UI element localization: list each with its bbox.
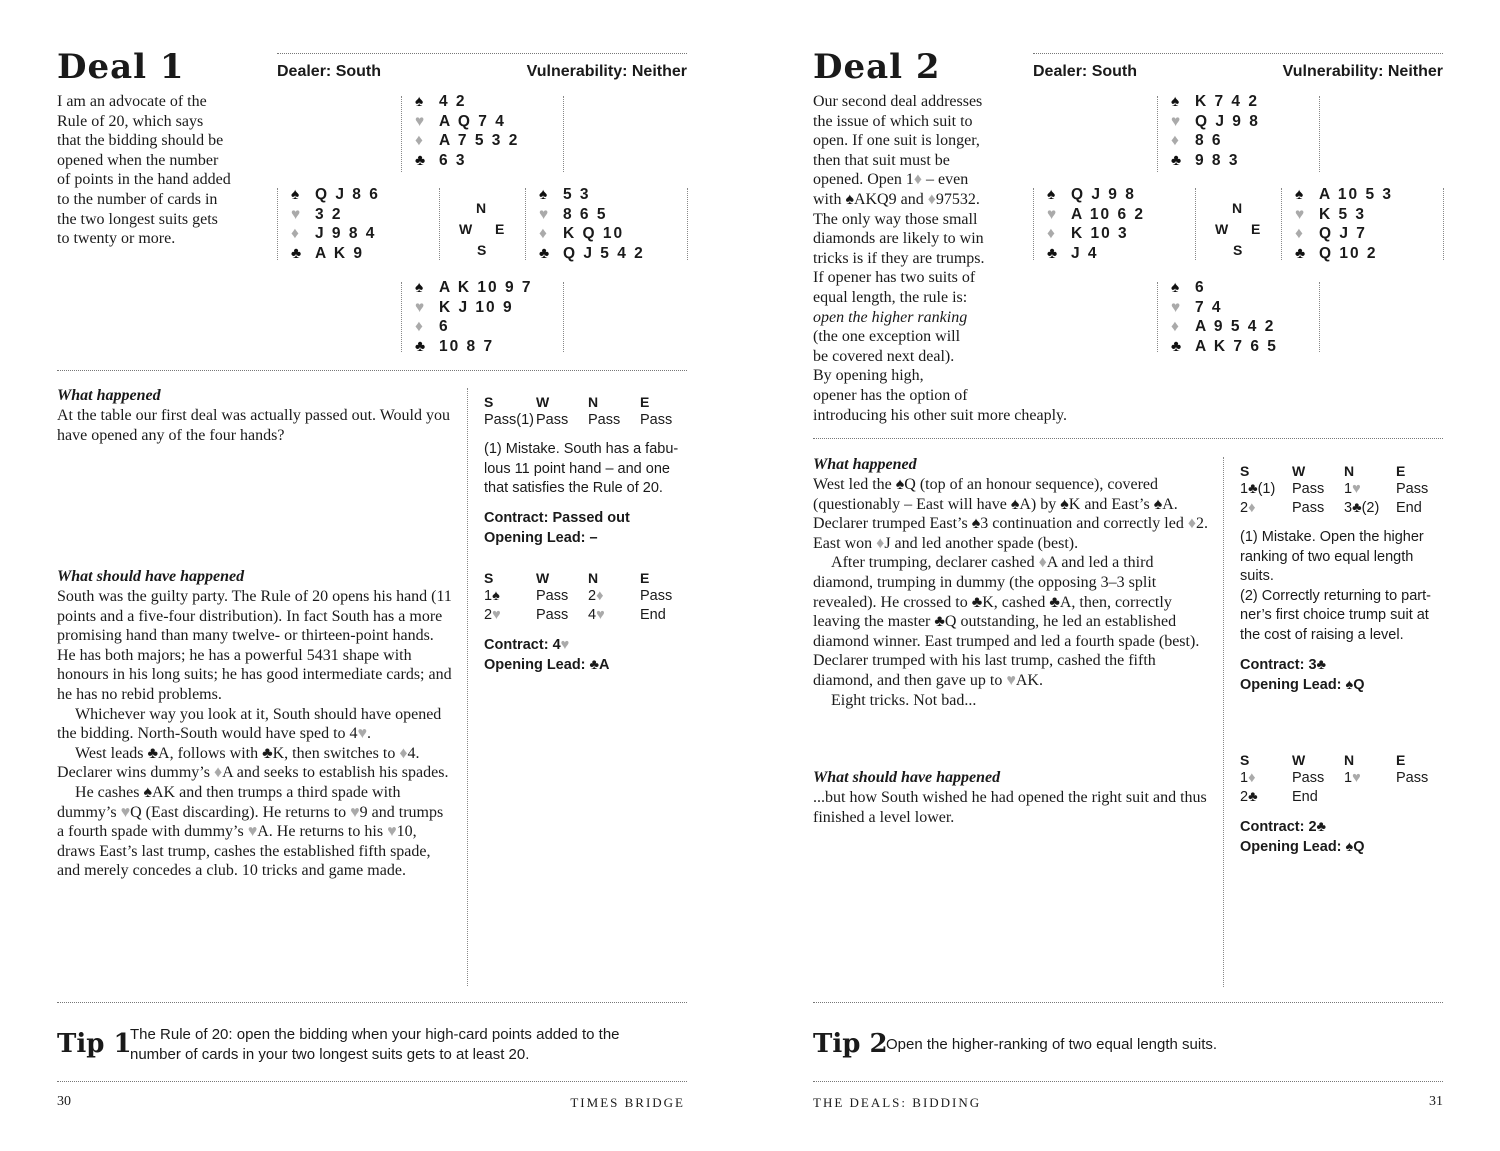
west-hand — [1047, 185, 1145, 263]
diamond-icon: ♦ — [539, 225, 547, 243]
north-hand — [1171, 92, 1260, 170]
spades-holding: A K 10 9 7 — [439, 279, 533, 296]
dealer-label: Dealer: South — [277, 63, 382, 80]
tip-text: Open the higher-ranking of two equal length suits. — [886, 1036, 1218, 1053]
opening-lead-label: Opening Lead: – — [484, 530, 598, 546]
diamond-icon: ♦ — [876, 534, 885, 552]
hearts-holding: K J 10 9 — [439, 298, 514, 316]
club-icon: ♣ — [1047, 244, 1058, 262]
auction-table: S W N E 1♦ Pass 1♥ Pass 2♣ End — [1240, 750, 1428, 809]
auction-note: (1) Mistake. Open the higher ranking of two equal length suits. (2) Correctly returning to part- ner’s first choice trump suit at the cost of raising a level. — [1240, 529, 1431, 643]
vulnerability-label: Vulnerability: Neither — [1282, 63, 1443, 80]
club-icon: ♣ — [1171, 337, 1182, 355]
diagram-rule — [1319, 282, 1320, 352]
spades-holding: Q J 9 8 — [1071, 186, 1136, 203]
clubs-holding: 9 8 3 — [1195, 151, 1240, 169]
hearts-holding: 7 4 — [1195, 298, 1223, 316]
diagram-rule — [525, 188, 526, 260]
contract-label: Contract: 2♣ — [1240, 819, 1327, 835]
spade-icon: ♠ — [415, 279, 424, 296]
compass-north: N — [476, 200, 487, 216]
club-icon: ♣ — [539, 244, 550, 262]
compass-east: E — [495, 221, 505, 237]
diamond-icon: ♦ — [596, 587, 604, 604]
diagram-rule — [439, 188, 440, 260]
diagram-rule — [1281, 188, 1282, 260]
what-happened-heading: What happened — [57, 387, 161, 404]
diamonds-holding: 6 — [439, 318, 450, 336]
should-have-text: ...but how South wished he had opened the right suit and thus finished a level lower. — [813, 789, 1207, 826]
diamonds-holding: Q J 7 — [1319, 225, 1367, 243]
diagram-rule — [687, 188, 688, 260]
opening-lead-label: Opening Lead: ♠Q — [1240, 677, 1365, 693]
diamonds-holding: K 10 3 — [1071, 225, 1129, 243]
heart-icon: ♥ — [1006, 671, 1016, 689]
diamonds-holding: A 9 5 4 2 — [1195, 318, 1276, 336]
spade-icon: ♠ — [539, 186, 548, 203]
opening-lead-label: Opening Lead: ♠Q — [1240, 839, 1365, 855]
south-hand — [1171, 278, 1278, 356]
diagram-rule — [1033, 188, 1034, 260]
clubs-holding: Q 10 2 — [1319, 244, 1378, 262]
club-icon: ♣ — [415, 151, 426, 169]
header-rule — [1033, 53, 1443, 54]
heart-icon: ♥ — [415, 112, 425, 130]
auction-table: S W N E 1♣(1) Pass 1♥ Pass 2♦ Pass 3♣(2) End — [1240, 461, 1428, 520]
hearts-holding: 8 6 5 — [563, 205, 608, 223]
heart-icon: ♥ — [291, 205, 301, 223]
auction-row: 1♣(1) Pass 1♥ Pass — [1240, 480, 1429, 497]
heart-icon: ♥ — [1295, 205, 1305, 223]
diagram-rule — [1157, 282, 1158, 352]
clubs-holding: 10 8 7 — [439, 337, 495, 355]
auction-row: 1♦ Pass 1♥ Pass — [1240, 769, 1429, 786]
spade-icon: ♠ — [1171, 93, 1180, 110]
heart-icon: ♥ — [1171, 112, 1181, 130]
tip-label: Tip 2 — [813, 1029, 888, 1059]
diamond-icon: ♦ — [1187, 515, 1196, 533]
auction-table: S W N E 1♠ Pass 2♦ Pass 2♥ Pass 4♥ End — [484, 568, 672, 627]
auction-row: 2♣ End — [1240, 789, 1318, 806]
hearts-holding: Q J 9 8 — [1195, 112, 1260, 130]
spades-holding: 5 3 — [563, 186, 591, 203]
spade-icon: ♠ — [291, 186, 300, 203]
heart-icon: ♥ — [350, 803, 360, 821]
club-icon: ♣ — [1295, 244, 1306, 262]
should-have-heading: What should have happened — [57, 568, 245, 585]
clubs-holding: J 4 — [1071, 244, 1099, 262]
hearts-holding: A Q 7 4 — [439, 112, 506, 130]
spades-holding: Q J 8 6 — [315, 186, 380, 203]
clubs-holding: Q J 5 4 2 — [563, 244, 645, 262]
club-icon: ♣ — [415, 337, 426, 355]
spades-holding: A 10 5 3 — [1319, 186, 1394, 203]
diagram-rule — [401, 282, 402, 352]
running-head: THE DEALS: BIDDING — [813, 1095, 982, 1110]
footer-rule — [57, 1081, 687, 1082]
east-hand — [539, 185, 645, 263]
heart-icon: ♥ — [120, 803, 131, 821]
heart-icon: ♥ — [1352, 480, 1361, 497]
hearts-holding: A 10 6 2 — [1071, 205, 1146, 223]
diagram-rule — [1319, 96, 1320, 172]
tip-rule — [813, 1002, 1443, 1003]
contract-label: Contract: 3♣ — [1240, 657, 1327, 673]
should-have-heading: What should have happened — [813, 769, 1001, 786]
heart-icon: ♥ — [387, 823, 397, 841]
north-hand — [415, 92, 519, 170]
heart-icon: ♥ — [357, 725, 368, 743]
vulnerability-label: Vulnerability: Neither — [526, 63, 687, 80]
section-rule — [813, 438, 1443, 439]
auction-row: 2♥ Pass 4♥ End — [484, 607, 666, 624]
diamond-icon: ♦ — [1295, 225, 1303, 243]
diagram-rule — [1195, 188, 1196, 260]
heart-icon: ♥ — [415, 298, 425, 316]
diamond-icon: ♦ — [1038, 554, 1047, 572]
compass-west: W — [459, 221, 473, 237]
compass-west: W — [1215, 221, 1229, 237]
spades-holding: 6 — [1195, 279, 1206, 296]
auction-table: S W N E Pass(1) Pass Pass Pass — [484, 392, 672, 431]
auction-row: 2♦ Pass 3♣(2) End — [1240, 500, 1422, 517]
heart-icon: ♥ — [1352, 769, 1361, 786]
heart-icon: ♥ — [1047, 205, 1057, 223]
what-happened-text: West led the ♠Q (top of an honour sequence), covered (questionably – East will have ♠A) by ♠K and East’s ♠A. Declarer trumped East’s ♠3 continuation and correctly led ♦2. East won ♦J and led another spade (best). After trumping, declarer cashed ♦A and led a third diamond, trumping in dummy (the opposing 3–3 split revealed). He crossed to ♣K, cashed ♣A, then, correctly leaving the master ♣Q outstanding, he led an established diamond winner. East trumped and led a fourth spade (best). Declarer trumped with his last trump, cashed the fifth diamond, and then gave up to ♥AK. Eight tricks. Not bad... — [813, 476, 1208, 709]
diamond-icon: ♦ — [1047, 225, 1055, 243]
compass-south: S — [477, 242, 487, 258]
west-hand — [291, 185, 380, 263]
intro-text: I am an advocate of the Rule of 20, which says that the bidding should be opened when the number of points in the hand added to the number of cards in the two longest suits gets to twenty or more. — [57, 93, 231, 248]
diamonds-holding: A 7 5 3 2 — [439, 132, 520, 150]
diamond-icon: ♦ — [399, 744, 408, 762]
opening-lead-label: Opening Lead: ♣A — [484, 657, 610, 673]
what-happened-heading: What happened — [813, 456, 917, 473]
heart-icon: ♥ — [247, 823, 258, 841]
diamond-icon: ♦ — [1248, 769, 1256, 786]
header-rule — [277, 53, 687, 54]
spades-holding: K 7 4 2 — [1195, 93, 1259, 110]
should-have-text: South was the guilty party. The Rule of 20 opens his hand (11 points and a five-four distribution). In fact South has a more promising hand than many twelve- or thirteen-point hands. He has both majors; he has a powerful 5431 shape with honours in his long suits; he has good intermediate cards; and he has no rebid problems. Whichever way you look at it, South should have opened the bidding. North-South would have sped to 4♥. West leads ♣A, follows with ♣K, then switches to ♦4. Declarer wins dummy’s ♦A and seeks to establish his spades. He cashes ♠AK and then trumps a third spade with dummy’s ♥Q (East discarding). He returns to ♥9 and trumps a fourth spade with dummy’s ♥A. He returns to his ♥10, draws East’s last trump, cashes the established fifth spade, and merely concedes a club. 10 tricks and game made. — [57, 588, 452, 880]
compass-north: N — [1232, 200, 1243, 216]
heart-icon: ♥ — [1171, 298, 1181, 316]
spade-icon: ♠ — [1171, 279, 1180, 296]
page-number: 30 — [57, 1094, 71, 1109]
club-icon: ♣ — [291, 244, 302, 262]
compass-east: E — [1251, 221, 1261, 237]
what-happened-text: At the table our first deal was actually passed out. Would you have opened any of the four hands? — [57, 407, 450, 444]
diagram-rule — [563, 282, 564, 352]
clubs-holding: A K 7 6 5 — [1195, 337, 1278, 355]
diamond-icon: ♦ — [291, 225, 299, 243]
footer-rule — [813, 1081, 1443, 1082]
east-hand — [1295, 185, 1393, 263]
diamonds-holding: J 9 8 4 — [315, 225, 377, 243]
hearts-holding: 3 2 — [315, 205, 343, 223]
diamond-icon: ♦ — [213, 764, 223, 782]
column-rule — [1223, 457, 1224, 987]
diamond-icon: ♦ — [415, 318, 423, 336]
diagram-rule — [277, 188, 278, 260]
heart-icon: ♥ — [492, 607, 501, 624]
diagram-rule — [401, 96, 402, 172]
page-number: 31 — [1429, 1094, 1443, 1109]
tip-label: Tip 1 — [57, 1029, 132, 1059]
spades-holding: 4 2 — [439, 93, 467, 110]
tip-text: The Rule of 20: open the bidding when your high-card points added to the number of cards in your two longest suits gets to at least 20. — [130, 1026, 620, 1063]
diamond-icon: ♦ — [1171, 318, 1179, 336]
spade-icon: ♠ — [1047, 186, 1056, 203]
clubs-holding: 6 3 — [439, 151, 467, 169]
diamonds-holding: 8 6 — [1195, 132, 1223, 150]
diamonds-holding: K Q 10 — [563, 225, 625, 243]
heart-icon: ♥ — [596, 607, 605, 624]
diamond-icon: ♦ — [415, 132, 423, 150]
auction-note: (1) Mistake. South has a fabu- lous 11 point hand – and one that satisfies the Rule of 20. — [484, 441, 679, 497]
diagram-rule — [1443, 188, 1444, 260]
clubs-holding: A K 9 — [315, 244, 365, 262]
dealer-label: Dealer: South — [1033, 63, 1138, 80]
diamond-icon: ♦ — [1171, 132, 1179, 150]
diagram-rule — [563, 96, 564, 172]
hearts-holding: K 5 3 — [1319, 205, 1367, 223]
auction-row: 1♠ Pass 2♦ Pass — [484, 587, 673, 604]
heart-icon: ♥ — [560, 637, 570, 653]
intro-text: Our second deal addresses the issue of which suit to open. If one suit is longer, then that suit must be opened. Open 1♦ – even with ♠AKQ9 and ♦97532. The only way those small diamonds are likely to win tricks is if they are trumps. If opener has two suits of equal length, the rule is: open the higher ranking (the one exception will be covered next deal). By opening high, opener has the option of introducing his other suit more cheaply. — [813, 93, 1068, 424]
contract-label: Contract: Passed out — [484, 510, 630, 526]
diamond-icon: ♦ — [1248, 500, 1256, 517]
deal-title: Deal 1 — [57, 47, 185, 87]
club-icon: ♣ — [1171, 151, 1182, 169]
diagram-rule — [1157, 96, 1158, 172]
tip-rule — [57, 1002, 687, 1003]
section-rule — [57, 370, 687, 371]
south-hand — [415, 278, 533, 356]
heart-icon: ♥ — [539, 205, 549, 223]
compass-south: S — [1233, 242, 1243, 258]
spade-icon: ♠ — [415, 93, 424, 110]
auction-row: Pass(1) Pass Pass Pass — [484, 411, 673, 428]
spade-icon: ♠ — [1295, 186, 1304, 203]
running-head: TIMES BRIDGE — [570, 1095, 685, 1110]
contract-label: Contract: 4♥ — [484, 637, 570, 653]
column-rule — [467, 388, 468, 986]
deal-title: Deal 2 — [813, 47, 941, 87]
